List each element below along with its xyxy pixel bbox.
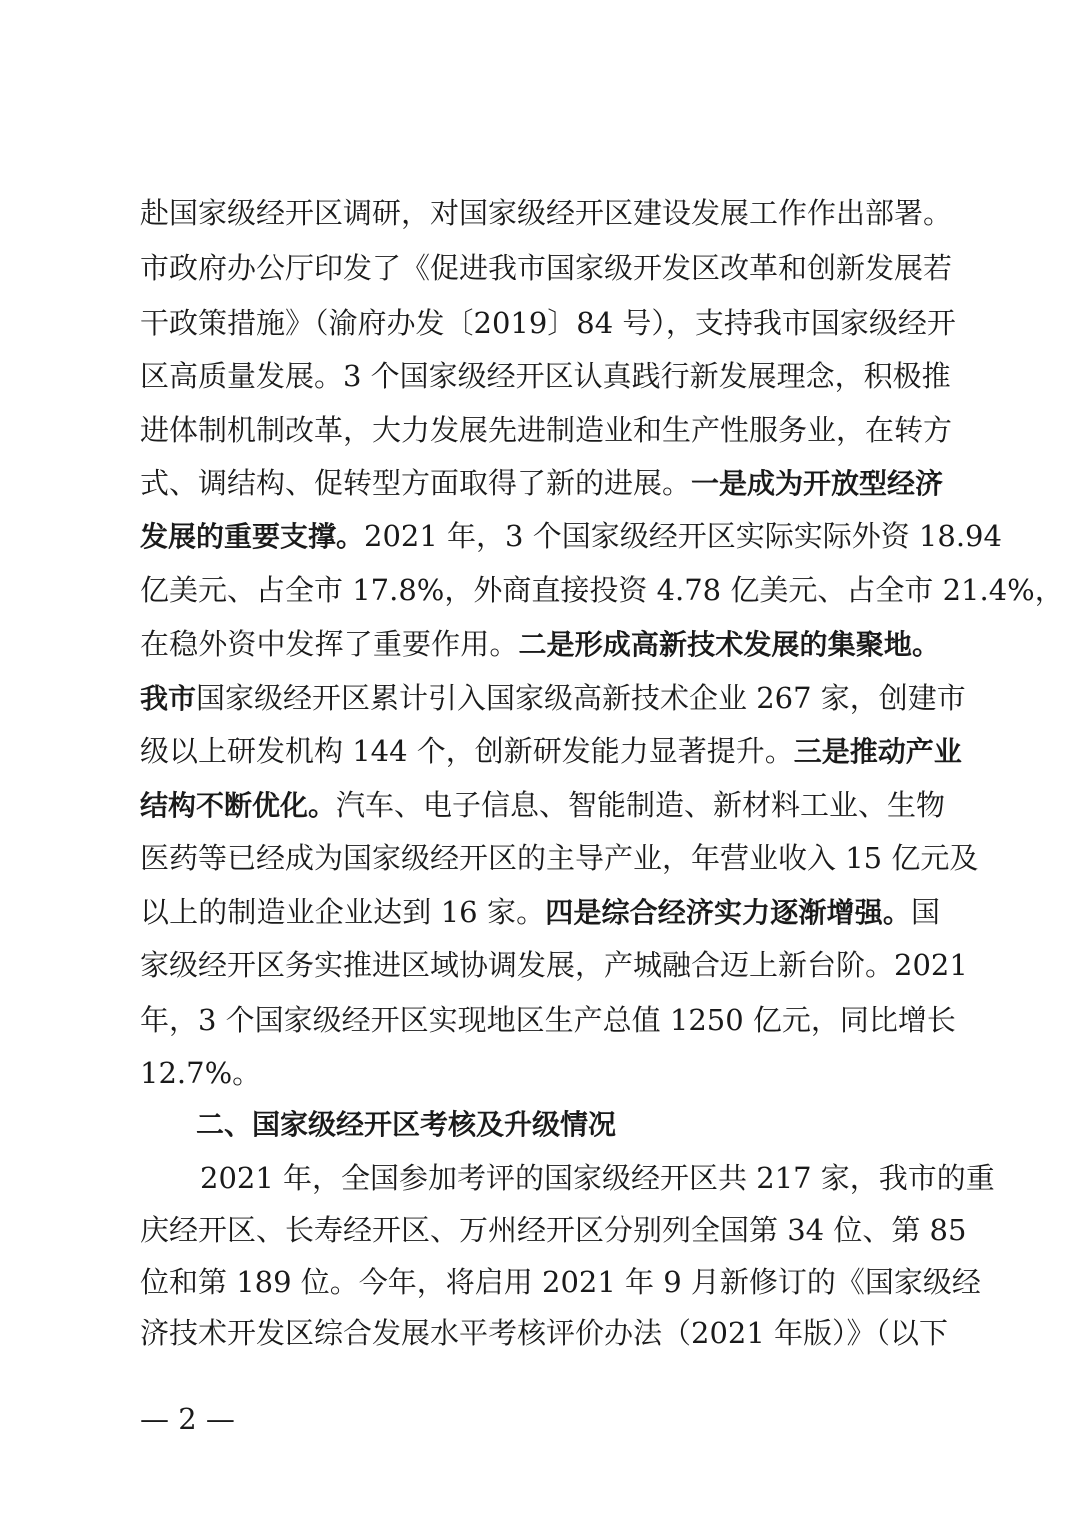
paragraph-line: 医药等已经成为国家级经开区的主导产业，年营业收入 15 亿元及 bbox=[140, 841, 979, 875]
paragraph-line: 干政策措施》（渝府办发〔2019〕84 号），支持我市国家级经开 bbox=[140, 306, 956, 340]
bold-point-three: 三是推动产业 bbox=[793, 735, 962, 768]
paragraph-line: 市政府办公厅印发了《促进我市国家级开发区改革和创新发展若 bbox=[140, 251, 953, 285]
bold-point-four: 四是综合经济实力逐渐增强。 bbox=[545, 896, 911, 929]
paragraph-line: 级以上研发机构 144 个，创新研发能力显著提升。三是推动产业 bbox=[140, 734, 962, 768]
paragraph-line: 赴国家级经开区调研，对国家级经开区建设发展工作作出部署。 bbox=[140, 196, 953, 230]
paragraph-line: 以上的制造业企业达到 16 家。四是综合经济实力逐渐增强。国 bbox=[140, 895, 940, 929]
paragraph-line: 家级经开区务实推进区域协调发展，产城融合迈上新台阶。2021 bbox=[140, 948, 968, 982]
bold-point-two-cont: 我市 bbox=[140, 682, 197, 715]
paragraph-line: 式、调结构、促转型方面取得了新的进展。一是成为开放型经济 bbox=[140, 466, 944, 500]
bold-point-one: 一是成为开放型经济 bbox=[691, 467, 944, 500]
paragraph-line: 2021 年，全国参加考评的国家级经开区共 217 家，我市的重 bbox=[200, 1161, 995, 1195]
section-heading: 二、国家级经开区考核及升级情况 bbox=[196, 1108, 617, 1141]
paragraph-line: 发展的重要支撑。2021 年，3 个国家级经开区实际实际外资 18.94 bbox=[140, 519, 1002, 553]
paragraph-line: 位和第 189 位。今年，将启用 2021 年 9 月新修订的《国家级经 bbox=[140, 1265, 981, 1299]
paragraph-line: 庆经开区、长寿经开区、万州经开区分别列全国第 34 位、第 85 bbox=[140, 1213, 967, 1247]
bold-point-three-cont: 结构不断优化。 bbox=[140, 789, 337, 822]
paragraph-line: 济技术开发区综合发展水平考核评价办法（2021 年版）》（以下 bbox=[140, 1316, 949, 1350]
paragraph-line: 进体制机制改革，大力发展先进制造业和生产性服务业，在转方 bbox=[140, 413, 953, 447]
paragraph-line: 亿美元、占全市 17.8%，外商直接投资 4.78 亿美元、占全市 21.4%， bbox=[140, 573, 1064, 607]
page-number: — 2 — bbox=[140, 1402, 235, 1436]
paragraph-line: 结构不断优化。汽车、电子信息、智能制造、新材料工业、生物 bbox=[140, 788, 946, 822]
paragraph-line: 区高质量发展。3 个国家级经开区认真践行新发展理念，积极推 bbox=[140, 359, 951, 393]
paragraph-line: 12.7%。 bbox=[140, 1056, 262, 1090]
paragraph-line: 在稳外资中发挥了重要作用。二是形成高新技术发展的集聚地。 bbox=[140, 627, 940, 661]
bold-point-two: 二是形成高新技术发展的集聚地。 bbox=[518, 628, 940, 661]
paragraph-line: 我市国家级经开区累计引入国家级高新技术企业 267 家，创建市 bbox=[140, 681, 966, 715]
bold-point-one-cont: 发展的重要支撑。 bbox=[140, 520, 365, 553]
paragraph-line: 年，3 个国家级经开区实现地区生产总值 1250 亿元，同比增长 bbox=[140, 1003, 956, 1037]
